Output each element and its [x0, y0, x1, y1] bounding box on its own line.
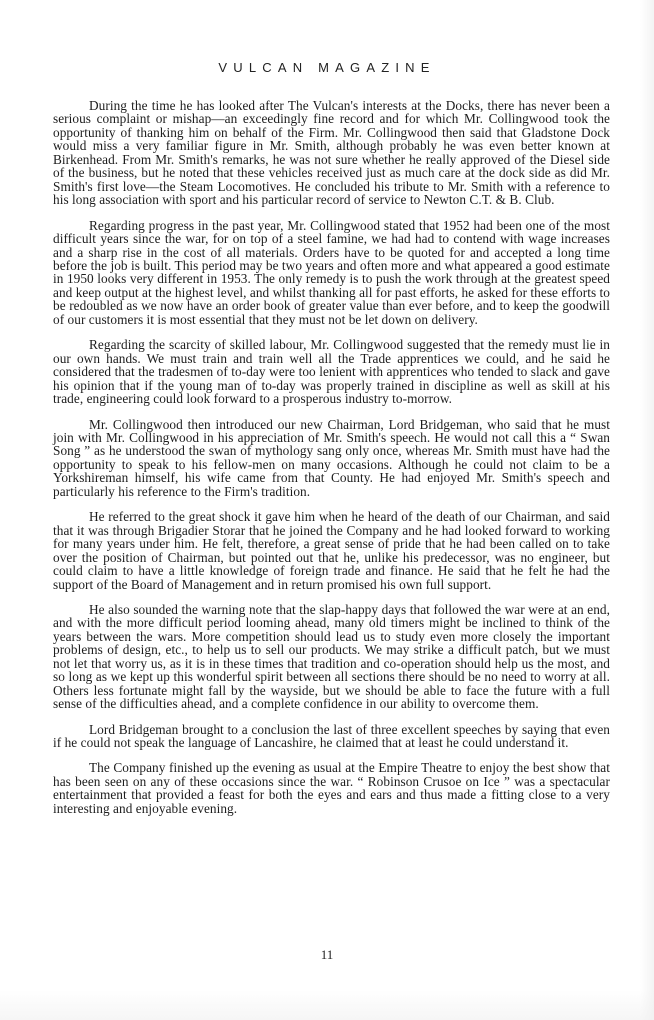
paragraph-skilled-labour: Regarding the scarcity of skilled labour, Mr. Collingwood suggested that the remedy must lie in our own hands. We must train and train well all the Trade apprentices we could, and he said he considered that the tradesmen of to-day were too lenient with apprentices who tended to slack and gave his opinion that if the young man of to-day was properly trained in discipline as well as skill at his trade, engineering could look forward to a prosperous industry to-morrow. [53, 337, 610, 407]
paragraph-new-chairman: Mr. Collingwood then introduced our new Chairman, Lord Bridgeman, who said that he must join with Mr. Collingwood in his appreciation of Mr. Smith's speech. He would not call this a “ Swan Song ” as he understood the swan of mythology sang only once, whereas Mr. Smith must have had the opportunity to speak to his fellow-men on many occasions. Although he could not claim to be a Yorkshireman himself, his wife came from that County. He had enjoyed Mr. Smith's speech and particularly his reference to the Firm's tradition. [53, 416, 610, 499]
paragraph-warning-note: He also sounded the warning note that the slap-happy days that followed the war were at an end, and with the more difficult period looming ahead, many old timers might be inclined to think of the years between the wars. More competition should lead us to study even more closely the important problems of design, etc., to help us to sell our products. We may strike a difficult patch, but we must not let that worry us, as it is in these times that tradition and co-operation should help us the most, and so long as we kept up this wonderful spirit between all sections there should be no need to worry at all. Others less fortunate might fall by the wayside, but we should be able to face the future with a full sense of the difficulties ahead, and a complete confidence in our ability to overcome them. [53, 601, 610, 712]
paragraph-empire-theatre: The Company finished up the evening as usual at the Empire Theatre to enjoy the best show that has been seen on any of these occasions since the war. “ Robinson Crusoe on Ice ” was a spectacular entertainment that provided a feast for both the eyes and ears and thus made a fitting close to a very interesting and enjoyable evening. [53, 760, 610, 816]
paragraph-conclusion: Lord Bridgeman brought to a conclusion the last of three excellent speeches by saying that even if he could not speak the language of Lancashire, he claimed that at least he could understand it. [53, 721, 610, 751]
page-edge-shadow [640, 0, 654, 1020]
page-bottom-shadow [0, 990, 654, 1020]
paragraph-progress: Regarding progress in the past year, Mr. Collingwood stated that 1952 had been one of the most difficult years since the war, for on top of a steel famine, we had had to contend with wage increases and a sharp rise in the cost of all materials. Orders have to be quoted for and accepted a long time before the job is built. This period may be two years and often more and what appeared a good estimate in 1950 looks very different in 1953. The only remedy is to push the work through at the greatest speed and keep output at the highest level, and whilst thanking all for past efforts, he asked for these efforts to be redoubled as we now have an order book of greater value than ever before, and to keep the goodwill of our customers it is most essential that they must not be let down on delivery. [53, 217, 611, 327]
paragraph-docks-tribute: During the time he has looked after The Vulcan's interests at the Docks, there has never been a serious complaint or mishap—an exceedingly fine record and for which Mr. Collingwood took the opportunity of thanking him on behalf of the Firm. Mr. Collingwood then said that Gladstone Dock would miss a very familiar figure in Mr. Smith, although probably he was even better known at Birkenhead. From Mr. Smith's remarks, he was not sure whether he really approved of the Diesel side of the business, but he noted that these vehicles received just as much care at the dock side as did Mr. Smith's first love—the Steam Locomotives. He concluded his tribute to Mr. Smith with a reference to his long association with sport and his particular record of service to Newton C.T. & B. Club. [53, 98, 610, 208]
article-body [53, 99, 610, 827]
paragraph-shock: He referred to the great shock it gave him when he heard of the death of our Chairman, and said that it was through Brigadier Storar that he joined the Company and he had looked forward to working for many years under him. He felt, therefore, a great sense of pride that he had been called on to take over the position of Chairman, but pointed out that he, unlike his predecessor, was no engineer, but could claim to have a little knowledge of foreign trade and finance. He said that he felt he had the support of the Board of Management and in return promised his own full support. [53, 509, 610, 592]
page-number: 11 [320, 947, 334, 962]
running-header: VULCAN MAGAZINE [218, 60, 436, 75]
